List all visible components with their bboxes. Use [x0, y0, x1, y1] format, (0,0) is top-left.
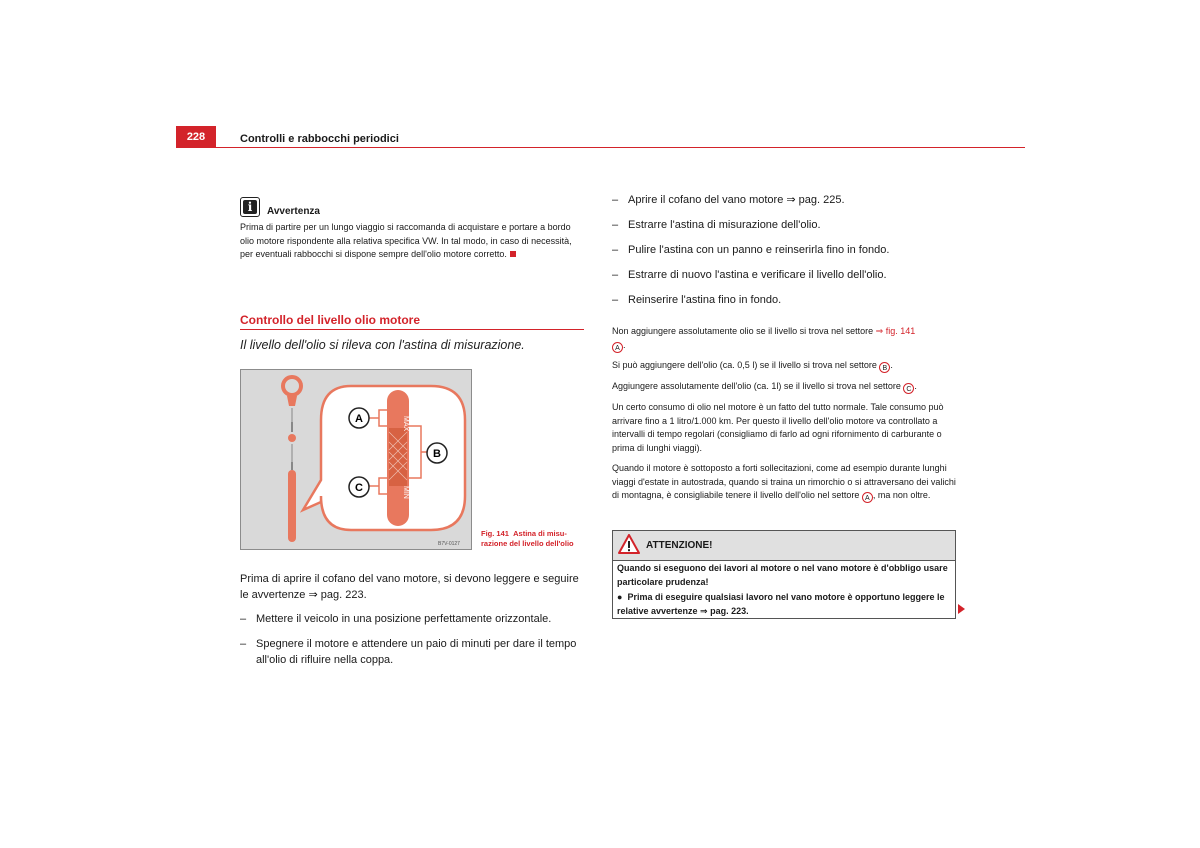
figure-ref-link[interactable]: ⇒ fig. 141: [875, 326, 916, 336]
step-text: Aprire il cofano del vano motore ⇒ pag. 225.: [628, 194, 845, 206]
left-intro-text: Prima di aprire il cofano del vano motore, si devono leggere e seguire le avvertenze: [240, 573, 579, 601]
step-dash: –: [612, 194, 619, 206]
figure-code: B7V-0127: [438, 541, 460, 547]
section-title: Controllo del livello olio motore: [240, 313, 421, 327]
paragraph-text: Non aggiungere assolutamente olio se il livello si trova nel settore: [612, 326, 876, 336]
paragraph-may-add: Si può aggiungere dell'olio (ca. 0,5 l) se il livello si trova nel settore B .: [612, 360, 893, 372]
step-dash: –: [240, 613, 247, 625]
info-glyph: i: [243, 200, 257, 214]
sector-a-label: A: [612, 342, 623, 353]
step-dash: –: [612, 294, 619, 306]
step-text: Pulire l'astina con un panno e reinserirla fino in fondo.: [628, 244, 890, 256]
bullet-icon: ●: [617, 592, 623, 602]
svg-text:C: C: [355, 482, 363, 494]
left-intro-ref: pag. 223.: [317, 588, 367, 601]
sector-a-label: A: [862, 492, 873, 503]
right-step: [612, 218, 958, 234]
svg-text:A: A: [355, 413, 363, 425]
note-title: Avvertenza: [267, 206, 320, 217]
step-dash: –: [612, 244, 619, 256]
section-rule: [240, 329, 584, 330]
warning-title: ATTENZIONE!: [646, 540, 713, 551]
paragraph-text: Quando il motore è sottoposto a forti sollecitazioni, come ad esempio durante lunghi viaggi d'estate in autostrada, quando si traina un rimorchio o si attraversano dei valichi di montagna, è consigliabile tenere il livello dell'olio nel settore: [612, 463, 956, 501]
dipstick-illustration: [241, 370, 471, 549]
right-step: [612, 293, 958, 309]
warning-bullet-body: Prima di eseguire qualsiasi lavoro nel vano motore è opportuno leggere le relative avvertenze ⇒ pag. 223.: [617, 592, 945, 616]
label-b: [427, 443, 447, 463]
paragraph-text: Si può aggiungere dell'olio (ca. 0,5 l) se il livello si trova nel settore: [612, 360, 880, 370]
right-step: [612, 193, 958, 209]
warning-box: [612, 530, 956, 619]
dipstick-large: [387, 390, 409, 526]
dipstick-figure: [240, 369, 472, 550]
warning-header: [613, 531, 955, 561]
figure-number: Fig. 141: [481, 529, 509, 538]
step-dash: –: [612, 269, 619, 281]
warning-bullet-text: [617, 591, 951, 618]
dipstick-small: [283, 377, 301, 542]
paragraph-no-add: Non aggiungere assolutamente olio se il livello si trova nel settore ⇒ fig. 141 A .: [612, 326, 916, 352]
left-intro: [240, 572, 584, 603]
step-text: Estrarre di nuovo l'astina e verificare il livello dell'olio.: [628, 269, 887, 281]
step-text: Estrarre l'astina di misurazione dell'olio.: [628, 219, 821, 231]
min-mark: MIN: [402, 486, 409, 499]
ref-arrow-icon: ⇒: [308, 588, 318, 601]
sector-c-label: C: [903, 383, 914, 394]
paragraph-consumption: Un certo consumo di olio nel motore è un fatto del tutto normale. Tale consumo può arrivare fino a 1 litro/1.000 km. Per questo il livello dell'olio motore va controllato a intervalli di tempo regolari (consigliamo di farlo ad ogni rifornimento di carburante o prima di lunghi viaggi).: [612, 402, 944, 453]
right-step: [612, 243, 958, 259]
step-text: Spegnere il motore e attendere un paio di minuti per dare il tempo all'olio di rifluire nella coppa.: [256, 638, 577, 666]
step-text: Mettere il veicolo in una posizione perfettamente orizzontale.: [256, 613, 552, 625]
warning-text: Quando si eseguono dei lavori al motore o nel vano motore è d'obbligo usare particolare prudenza!: [617, 563, 948, 587]
warning-triangle-icon: [618, 534, 640, 554]
header-title: Controlli e rabbocchi periodici: [240, 133, 399, 145]
left-step: [240, 637, 586, 669]
paragraph-tail: , ma non oltre.: [872, 490, 931, 501]
label-c: [349, 477, 369, 497]
page-number: 228: [176, 126, 216, 148]
svg-text:B: B: [433, 448, 441, 460]
section-subtitle: Il livello dell'olio si rileva con l'astina di misurazione.: [240, 338, 525, 352]
right-step: [612, 268, 958, 284]
sector-b-label: B: [879, 362, 890, 373]
continue-arrow-icon: [958, 604, 965, 614]
end-mark-icon: [510, 251, 516, 257]
figure-caption: [481, 529, 591, 549]
label-a: [349, 408, 369, 428]
max-mark: MAX: [402, 416, 409, 432]
paragraph-heavy-load: [612, 462, 957, 503]
note-text: [240, 221, 584, 262]
step-dash: –: [240, 638, 247, 650]
figure-caption-text: Astina di misu-razione del livello dell'olio: [481, 529, 574, 548]
left-step: [240, 612, 586, 628]
info-icon: [240, 197, 260, 217]
header-rule: [176, 147, 1025, 148]
note-body: Prima di partire per un lungo viaggio si raccomanda di acquistare e portare a bordo olio motore rispondente alla relativa specifica VW. In tal modo, in caso di necessità, per eventuali rabbocchi si dispone sempre dell'olio motore corretto.: [240, 222, 572, 260]
paragraph-text: Aggiungere assolutamente dell'olio (ca. 1l) se il livello si trova nel settore: [612, 381, 904, 391]
paragraph-must-add: Aggiungere assolutamente dell'olio (ca. 1l) se il livello si trova nel settore C .: [612, 381, 917, 393]
step-text: Reinserire l'astina fino in fondo.: [628, 294, 782, 306]
step-dash: –: [612, 219, 619, 231]
